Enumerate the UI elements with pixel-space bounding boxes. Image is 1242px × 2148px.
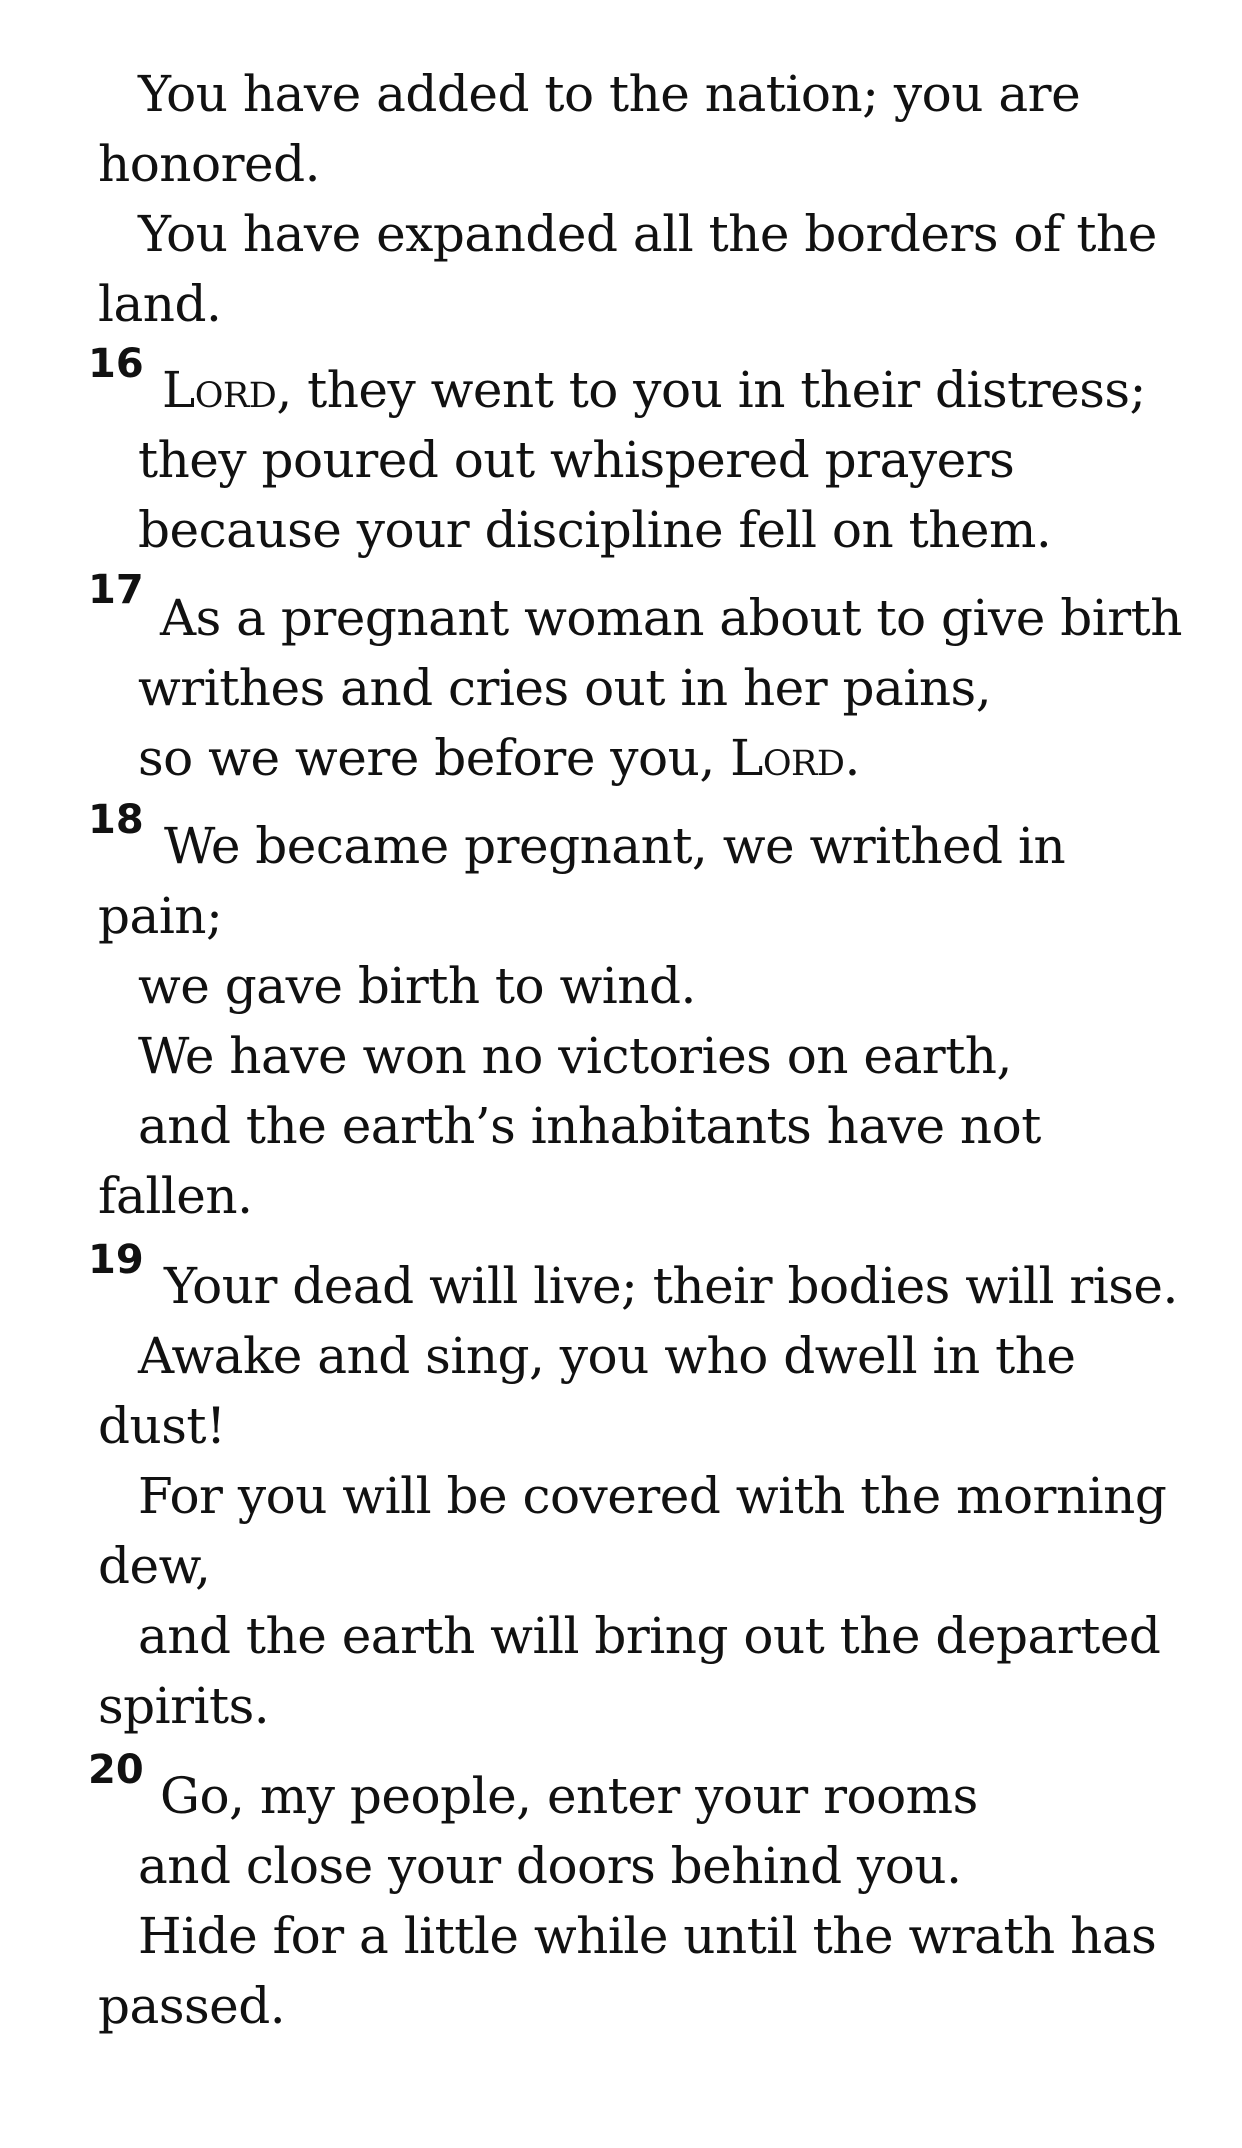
- verse-19-line: dew,: [98, 1537, 211, 1595]
- verse-16-text: , they went to you in their distress;: [276, 361, 1146, 419]
- verse-18-line: and the earth’s inhabitants have not: [138, 1097, 1041, 1155]
- verse-19-line: Awake and sing, you who dwell in the: [138, 1327, 1076, 1385]
- verse-18-line: We have won no victories on earth,: [138, 1027, 1012, 1085]
- verse-19-line: and the earth will bring out the departed: [138, 1607, 1161, 1665]
- verse-18-line: pain;: [98, 887, 223, 945]
- verse-number-18: 18: [88, 797, 144, 843]
- verse-16-line: because your discipline fell on them.: [138, 501, 1052, 559]
- verse-16-line: [162, 355, 1146, 425]
- verse-19-line: Your dead will live; their bodies will rise.: [164, 1257, 1178, 1315]
- verse-15-line: honored.: [98, 135, 321, 193]
- verse-15-line: You have expanded all the borders of the: [138, 205, 1157, 263]
- verse-number-17: 17: [88, 567, 144, 613]
- verse-17-line: [138, 723, 860, 793]
- verse-20-line: and close your doors behind you.: [138, 1837, 962, 1895]
- verse-number-20: 20: [88, 1747, 144, 1793]
- verse-17-period: .: [844, 729, 860, 787]
- verse-16-line: they poured out whispered prayers: [138, 431, 1015, 489]
- verse-number-16: 16: [88, 341, 144, 387]
- verse-20-line: passed.: [98, 1977, 286, 2035]
- verse-17-text: so we were before you,: [138, 729, 731, 787]
- verse-18-line: fallen.: [98, 1167, 253, 1225]
- verse-19-line: For you will be covered with the morning: [138, 1467, 1167, 1525]
- verse-15-line: land.: [98, 275, 222, 333]
- verse-18-line: We became pregnant, we writhed in: [164, 817, 1066, 875]
- verse-17-line: writhes and cries out in her pains,: [138, 659, 992, 717]
- lord-small-caps: Lord: [162, 361, 277, 419]
- verse-18-line: we gave birth to wind.: [138, 957, 696, 1015]
- verse-15-line: You have added to the nation; you are: [138, 65, 1081, 123]
- verse-number-19: 19: [88, 1237, 144, 1283]
- verse-19-line: spirits.: [98, 1677, 270, 1735]
- verse-20-line: Hide for a little while until the wrath has: [138, 1907, 1157, 1965]
- verse-17-line: As a pregnant woman about to give birth: [160, 589, 1182, 647]
- verse-19-line: dust!: [98, 1397, 226, 1455]
- verse-20-line: Go, my people, enter your rooms: [160, 1767, 978, 1825]
- lord-small-caps: Lord: [730, 729, 845, 787]
